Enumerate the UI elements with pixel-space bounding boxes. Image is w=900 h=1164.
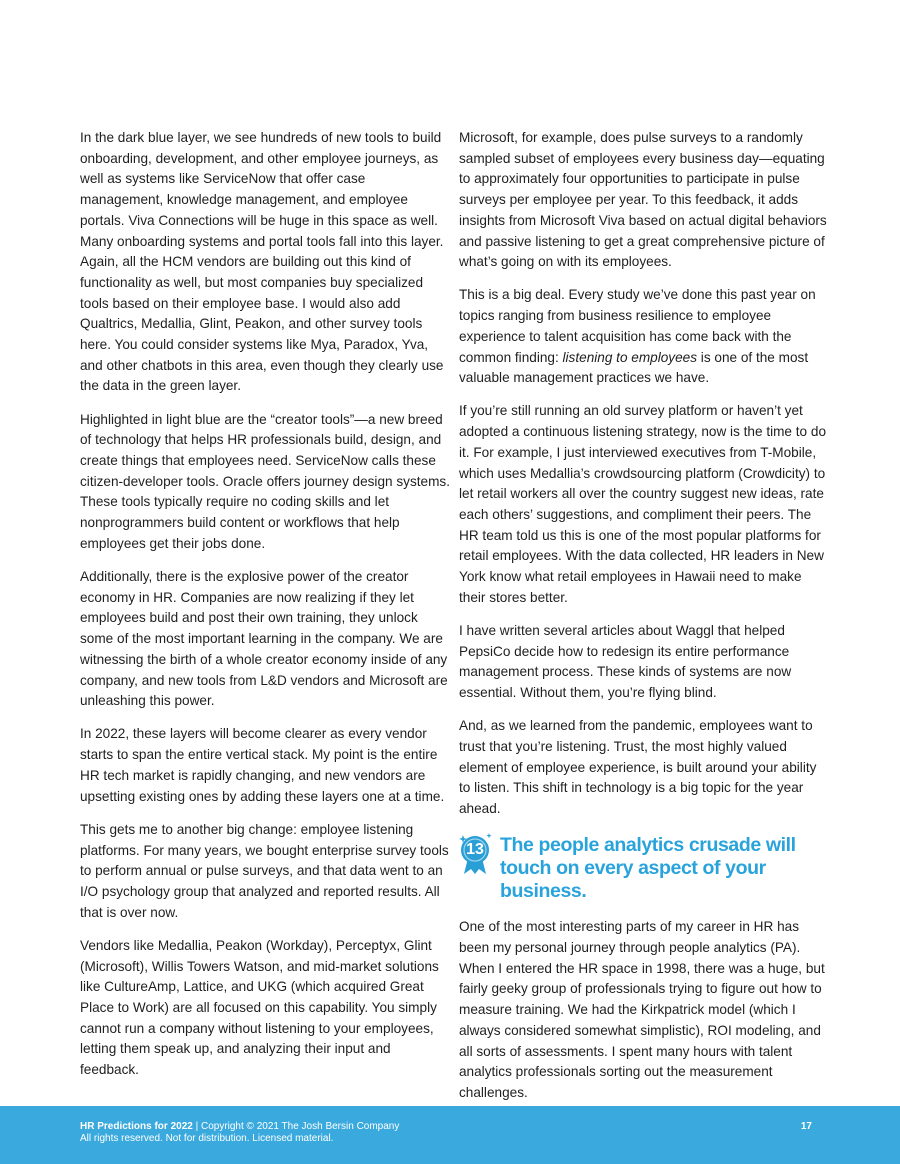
body-paragraph: If you’re still running an old survey platform or haven’t yet adopted a continuous listening strategy, now is the time to do it. For example, I just interviewed executives from T-Mobile, which uses Medallia’s crowdsourcing platform (Crowdicity) to let retail workers all over the country suggest new ideas, rate each others’ suggestions, and compliment their peers. The HR team told us this is one of the most popular platforms for retail employees. With the data collected, HR leaders in New York know what retail employees in Hawaii need to make their stores better.: [459, 403, 827, 605]
footer-credits: [80, 1121, 399, 1145]
section-title-line: The people analytics crusade will: [500, 834, 796, 857]
footer-line: [80, 1121, 399, 1133]
section-number-badge: [459, 832, 495, 876]
footer-separator: |: [192, 1121, 201, 1132]
page-footer: [0, 1106, 900, 1164]
emphasis-text: listening to employees: [562, 349, 698, 365]
body-paragraph: [459, 285, 827, 389]
footer-copyright: Copyright © 2021 The Josh Bersin Company: [200, 1121, 400, 1132]
section-heading: [459, 832, 827, 903]
body-paragraph: And, as we learned from the pandemic, employees want to trust that you’re listening. Trust, the most highly valued element of employee experience, is built around your ability to listen. This shift in technology is a big topic for the year ahead.: [459, 718, 817, 817]
footer-rights: All rights reserved. Not for distribution. Licensed material.: [80, 1133, 334, 1144]
footer-brand: HR Predictions for 2022: [80, 1121, 193, 1132]
section-title: [500, 834, 827, 903]
body-paragraph: One of the most interesting parts of my career in HR has been my personal journey through people analytics (PA). When I entered the HR space in 1998, there was a huge, but fairly geeky group of professionals trying to figure out how to measure training. We had the Kirkpatrick model (which I always considered somewhat simplistic), ROI modeling, and all sorts of assessments. I spent many hours with talent analytics professionals sorting out the measurement challenges.: [459, 919, 825, 1100]
section-title-line: touch on every aspect of your business.: [500, 857, 766, 903]
body-paragraph: In the dark blue layer, we see hundreds of new tools to build onboarding, development, and other employee journeys, as well as systems like ServiceNow that offer case management, knowledge management, and employee portals. Viva Connections will be huge in this space as well. Many onboarding systems and portal tools fall into this layer. Again, all the HCM vendors are building out this kind of functionality as well, but most companies buy specialized tools based on their employee base. I would also add Qualtrics, Medallia, Glint, Peakon, and other survey tools here. You could consider systems like Mya, Paradox, Yva, and other chatbots in this area, even though they clearly use the data in the green layer.: [80, 130, 444, 394]
body-paragraph: Additionally, there is the explosive power of the creator economy in HR. Companies are now realizing if they let employees build and post their own training, they unlock some of the most important learning in the company. We are witnessing the birth of a whole creator economy inside of any company, and new tools from L&D vendors and Microsoft are unleashing this power.: [80, 569, 448, 709]
body-paragraph: Microsoft, for example, does pulse surveys to a randomly sampled subset of employees every business day—equating to approximately four opportunities to participate in pulse surveys per employee per year. To this feedback, it adds insights from Microsoft Viva based on actual digital behaviors and passive listening to get a great comprehensive picture of what’s going on with its employees.: [459, 130, 827, 270]
body-paragraph: Highlighted in light blue are the “creator tools”—a new breed of technology that helps HR professionals build, design, and create things that employees need. ServiceNow calls these citizen-developer tools. Oracle offers journey design systems. These tools typically require no coding skills and let nonprogrammers build content or workflows that help employees get their jobs done.: [80, 411, 450, 551]
body-paragraph: Vendors like Medallia, Peakon (Workday), Perceptyx, Glint (Microsoft), Willis Towers Watson, and mid-market solutions like CultureAmp, Lattice, and UKG (which acquired Great Place to Work) are all focused on this capability. You simply cannot run a company without listening to your employees, letting them speak up, and analyzing their input and feedback.: [80, 937, 439, 1078]
left-column: [80, 128, 450, 1093]
body-paragraph: I have written several articles about Waggl that helped PepsiCo decide how to redesign its entire performance management process. These kinds of systems are now essential. Without them, you’re flying blind.: [459, 622, 792, 701]
paragraph-text: is one of the most valuable management practices we have.: [459, 349, 809, 386]
section-number: 13: [466, 841, 484, 859]
body-paragraph: This gets me to another big change: employee listening platforms. For many years, we bought enterprise survey tools to perform annual or pulse surveys, and that data went to an I/O psychology group that analyzed and reported results. All that is over now.: [80, 821, 449, 920]
paragraph-text: This is a big deal. Every study we’ve done this past year on topics ranging from business resilience to employee experience to talent acquisition has come back with the common finding:: [459, 287, 816, 365]
body-paragraph: In 2022, these layers will become clearer as every vendor starts to span the entire vertical stack. My point is the entire HR tech market is rapidly changing, and new vendors are upsetting existing ones by adding these layers one at a time.: [80, 726, 445, 804]
right-column: [459, 128, 827, 1116]
page-number: 17: [800, 1121, 812, 1132]
